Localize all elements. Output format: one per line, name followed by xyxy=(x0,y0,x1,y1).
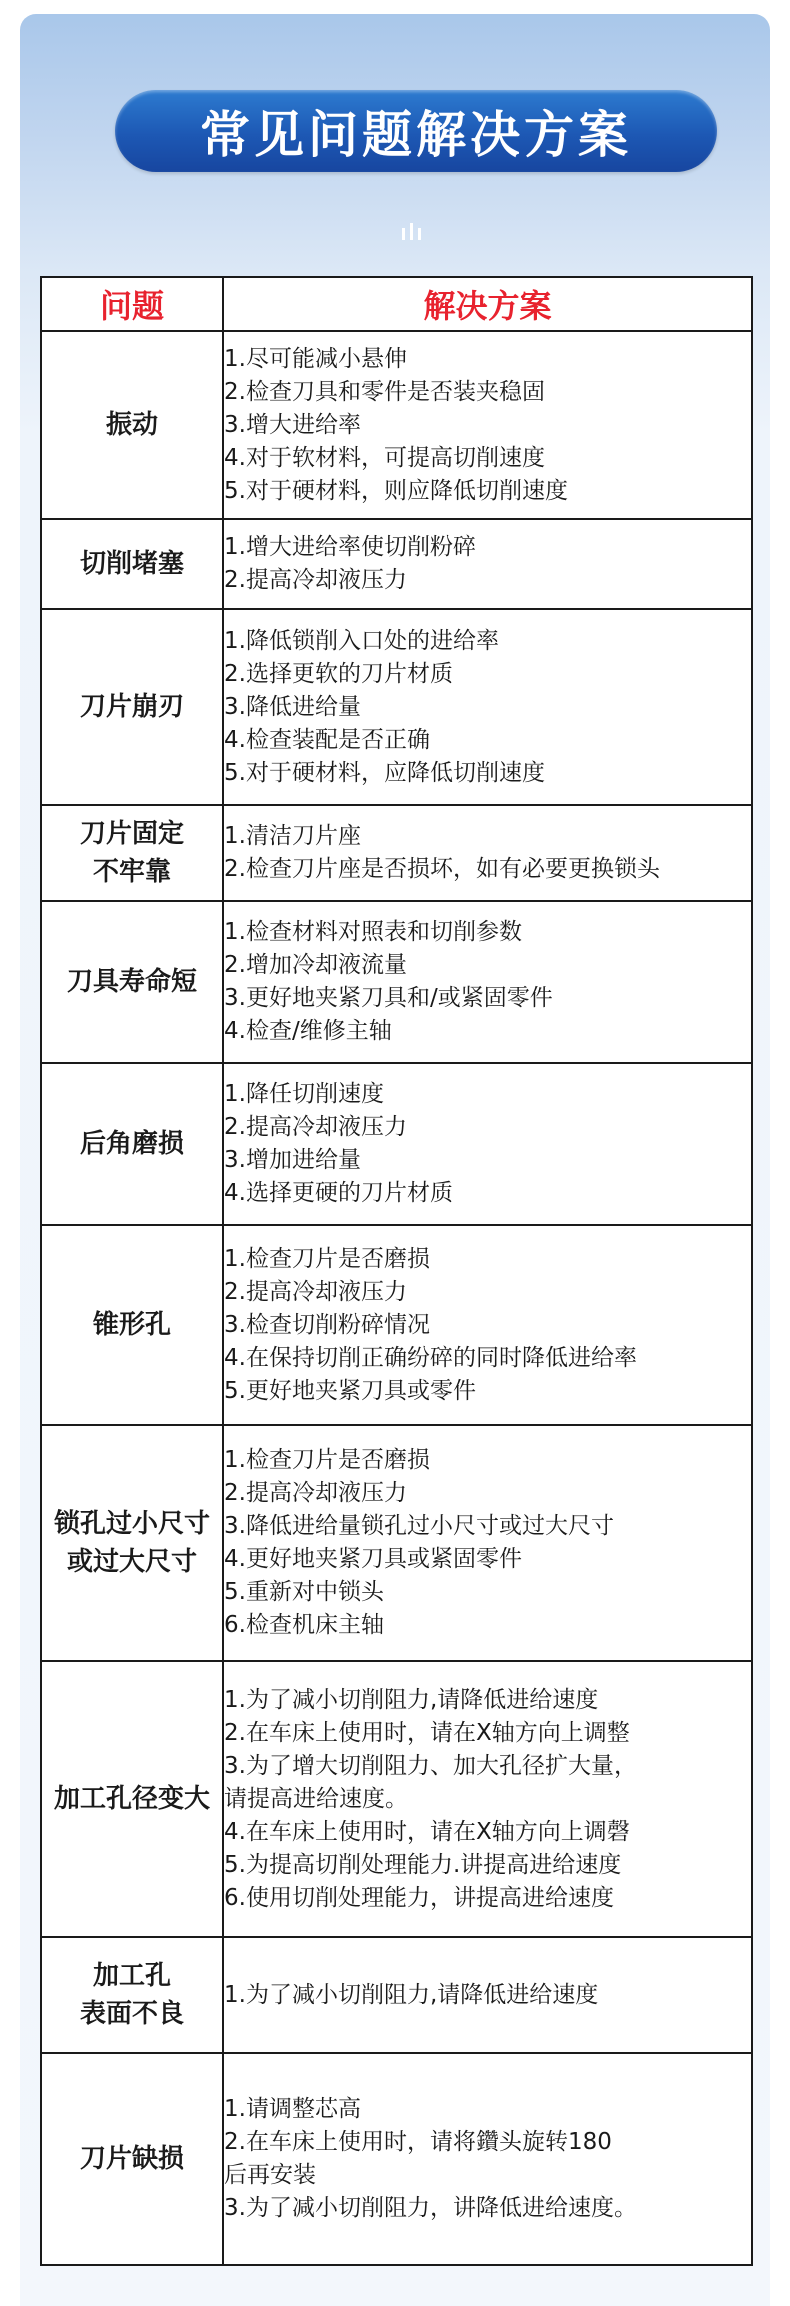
problem-cell: 刀片崩刃 xyxy=(41,609,223,805)
solution-item: 3.更好地夹紧刀具和/或紧固零件 xyxy=(224,985,553,1011)
table-row xyxy=(41,901,752,1063)
solution-item: 2.提高冷却液压力 xyxy=(224,567,407,593)
table-row xyxy=(41,519,752,609)
solution-item: 4.在保持切削正确纷碎的同时降低进给率 xyxy=(224,1344,637,1371)
solution-item: 4.检查装配是否正确 xyxy=(224,726,430,753)
solution-item: 3.增加进给量 xyxy=(224,1147,361,1173)
problem-column-header: 问题 xyxy=(41,277,223,331)
solution-item: 6.使用切削处理能力，讲提高进给速度 xyxy=(224,1884,614,1911)
solution-item: 1.为了减小切削阻力,请降低进给速度 xyxy=(224,1981,599,2008)
solution-item: 2.选择更软的刀片材质 xyxy=(224,660,453,687)
table-body xyxy=(41,331,752,2265)
solution-column-header: 解决方案 xyxy=(223,277,752,331)
table-row xyxy=(41,2053,752,2265)
solution-item: 1.检查材料对照表和切削参数 xyxy=(224,919,522,945)
solution-item: 2.检查刀具和零件是否装夹稳固 xyxy=(224,378,545,405)
table-row xyxy=(41,331,752,519)
solution-item: 1.为了减小切削阻力,请降低进给速度 xyxy=(224,1686,599,1713)
solution-item: 6.检查机床主轴 xyxy=(224,1612,384,1638)
solution-item: 2.提高冷却液压力 xyxy=(224,1278,407,1305)
table-row xyxy=(41,805,752,901)
solution-item: 4.检查/维修主轴 xyxy=(224,1018,392,1044)
page-title: 常见问题解决方案 xyxy=(200,106,632,164)
table-row xyxy=(41,1225,752,1425)
problem-cell: 振动 xyxy=(41,331,223,519)
problem-cell: 后角磨损 xyxy=(41,1063,223,1225)
problem-cell: 锥形孔 xyxy=(41,1225,223,1425)
solution-item: 2.在车床上使用时，请在X轴方向上调整 xyxy=(224,1719,630,1746)
solution-cell xyxy=(223,1661,752,1937)
solution-cell xyxy=(223,519,752,609)
solution-cell xyxy=(223,1425,752,1661)
solution-item: 1.检查刀片是否磨损 xyxy=(224,1245,430,1272)
solution-item: 1.降任切削速度 xyxy=(224,1081,384,1107)
solution-item: 1.检查刀片是否磨损 xyxy=(224,1447,430,1473)
solution-item: 3.检查切削粉碎情况 xyxy=(224,1311,430,1338)
table-header-row xyxy=(41,277,752,331)
solution-cell xyxy=(223,609,752,805)
solution-cell xyxy=(223,2053,752,2265)
solution-cell xyxy=(223,901,752,1063)
solution-item: 1.降低锁削入口处的进给率 xyxy=(224,627,499,654)
solution-item: 1.尽可能减小悬伸 xyxy=(224,345,407,372)
solution-item: 1.增大进给率使切削粉碎 xyxy=(224,534,476,560)
solution-cell xyxy=(223,805,752,901)
solution-item: 2.检查刀片座是否损坏，如有必要更换锁头 xyxy=(224,856,660,882)
solution-item: 3.为了减小切削阻力，讲降低进给速度。 xyxy=(224,2195,637,2221)
table-row xyxy=(41,1063,752,1225)
table-row xyxy=(41,609,752,805)
solution-item: 5.更好地夹紧刀具或零件 xyxy=(224,1377,476,1404)
problem-cell: 刀片固定 不牢靠 xyxy=(41,805,223,901)
solution-item: 5.为提高切削处理能力.讲提高进给速度 xyxy=(224,1851,622,1878)
problem-cell: 刀具寿命短 xyxy=(41,901,223,1063)
solution-item: 3.为了增大切削阻力、加大孔径扩大量， 请提高进给速度。 xyxy=(224,1752,637,1812)
solution-item: 3.降低进给量 xyxy=(224,693,361,720)
solution-item: 2.在车床上使用时，请将鑽头旋转180 后再安装 xyxy=(224,2129,612,2188)
problem-cell: 加工孔 表面不良 xyxy=(41,1937,223,2053)
decorative-marks-icon xyxy=(402,222,426,240)
solution-item: 2.提高冷却液压力 xyxy=(224,1480,407,1506)
solution-item: 2.提高冷却液压力 xyxy=(224,1114,407,1140)
solution-cell xyxy=(223,1225,752,1425)
solution-item: 1.清洁刀片座 xyxy=(224,823,361,849)
solution-item: 4.在车床上使用时，请在X轴方向上调磬 xyxy=(224,1818,630,1845)
solution-item: 3.增大进给率 xyxy=(224,411,361,438)
solution-cell xyxy=(223,1063,752,1225)
solution-cell xyxy=(223,331,752,519)
solution-item: 2.增加冷却液流量 xyxy=(224,952,407,978)
solution-item: 4.选择更硬的刀片材质 xyxy=(224,1180,453,1206)
solution-item: 5.重新对中锁头 xyxy=(224,1579,384,1605)
solutions-table xyxy=(40,276,753,2266)
solution-item: 5.对于硬材料，则应降低切削速度 xyxy=(224,477,568,504)
solution-cell xyxy=(223,1937,752,2053)
solution-item: 5.对于硬材料，应降低切削速度 xyxy=(224,759,545,786)
table-row xyxy=(41,1425,752,1661)
problem-cell: 刀片缺损 xyxy=(41,2053,223,2265)
problem-cell: 切削堵塞 xyxy=(41,519,223,609)
problem-cell: 锁孔过小尺寸 或过大尺寸 xyxy=(41,1425,223,1661)
title-banner xyxy=(115,90,717,172)
solution-item: 3.降低进给量锁孔过小尺寸或过大尺寸 xyxy=(224,1513,614,1539)
problem-cell: 加工孔径变大 xyxy=(41,1661,223,1937)
table-row xyxy=(41,1661,752,1937)
solution-item: 4.对于软材料，可提高切削速度 xyxy=(224,444,545,471)
solution-item: 4.更好地夹紧刀具或紧固零件 xyxy=(224,1546,522,1572)
solution-item: 1.请调整芯高 xyxy=(224,2096,361,2122)
table-row xyxy=(41,1937,752,2053)
